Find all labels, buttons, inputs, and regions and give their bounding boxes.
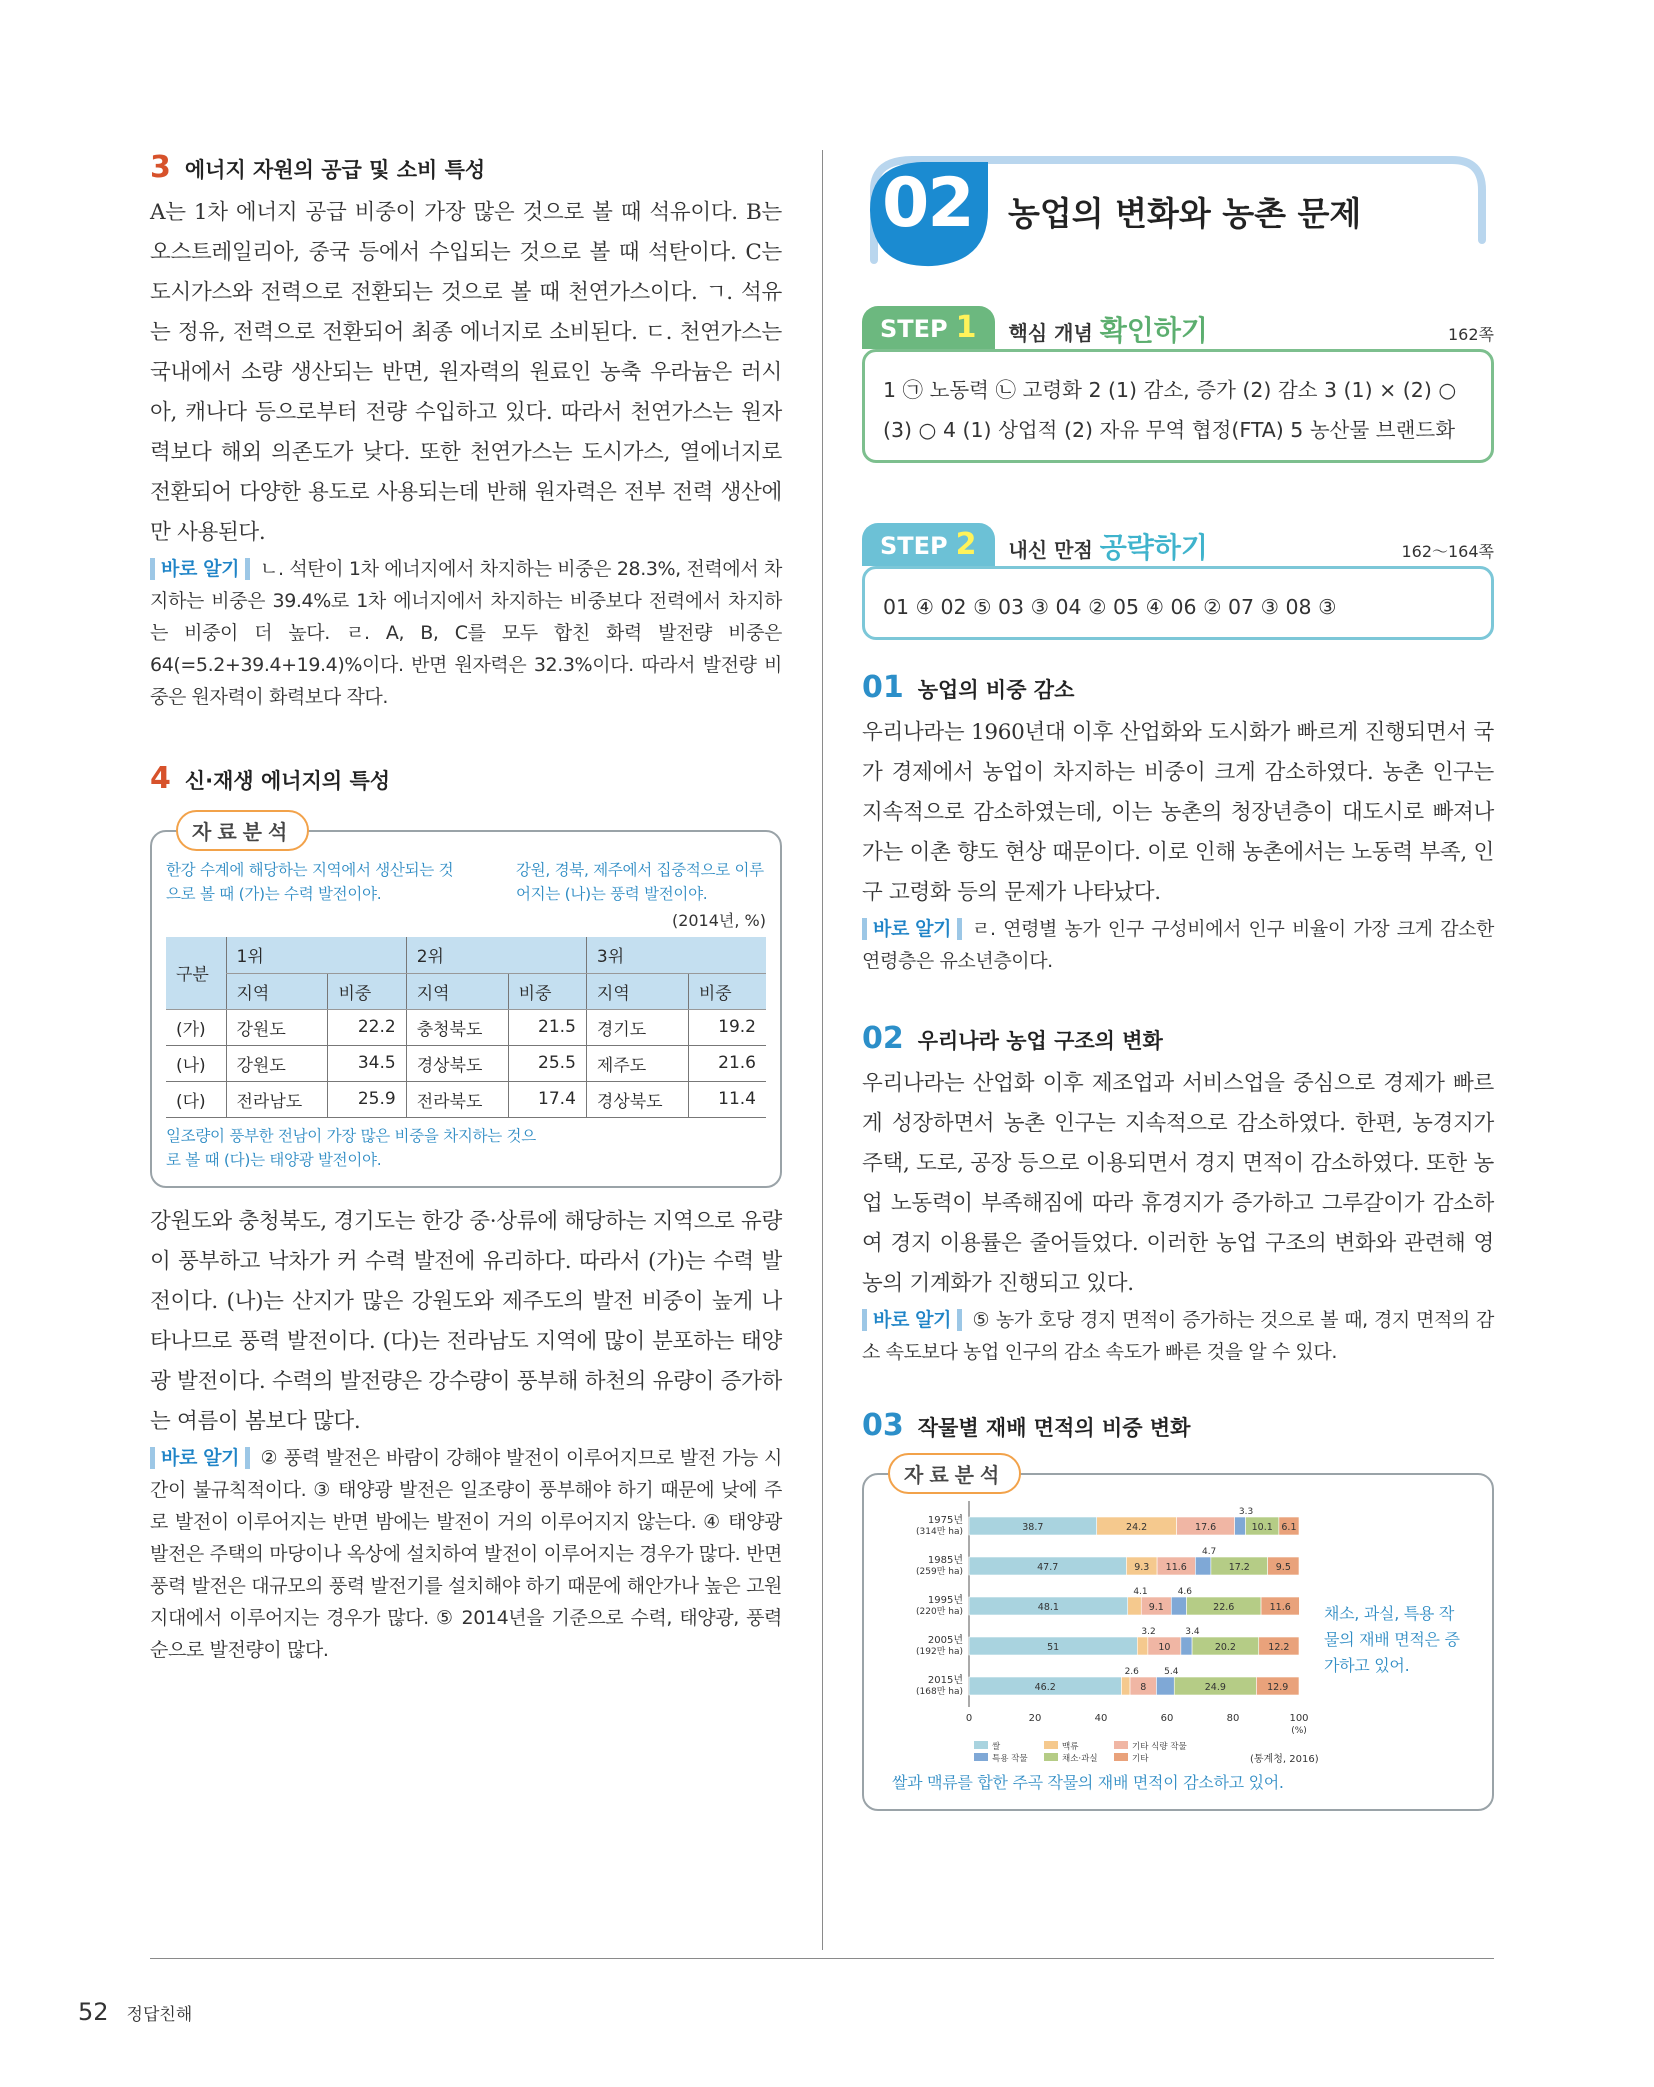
cell-region: 강원도 — [226, 1009, 328, 1045]
bar-value-label: 17.6 — [1195, 1522, 1217, 1533]
bar-value-label: 17.2 — [1228, 1562, 1250, 1573]
legend-label: 채소·과실 — [1062, 1754, 1098, 1764]
category-note: (168만 ha) — [916, 1687, 963, 1697]
category-label: 2015년 — [927, 1675, 963, 1686]
bar-value-label: 4.1 — [1133, 1587, 1148, 1597]
bar-value-label: 9.1 — [1148, 1602, 1164, 1613]
bar-value-label: 5.4 — [1164, 1667, 1179, 1677]
cell-region: 경기도 — [586, 1009, 688, 1045]
bar-value-label: 47.7 — [1037, 1562, 1059, 1573]
bar-value-label: 3.3 — [1238, 1507, 1254, 1517]
section-3-title: 에너지 자원의 공급 및 소비 특성 — [184, 158, 486, 182]
x-tick-label: 80 — [1226, 1713, 1240, 1724]
th-region: 지역 — [586, 973, 688, 1009]
legend-label: 특용 작물 — [992, 1754, 1028, 1764]
th-region: 지역 — [406, 973, 508, 1009]
section-3-tip — [150, 553, 782, 713]
q03-header — [862, 1408, 1494, 1443]
chart-source: (통계청, 2016) — [1250, 1754, 1319, 1765]
analysis-tag: 자료분석 — [176, 810, 309, 851]
row-label: (나) — [166, 1045, 226, 1081]
th-rank-2: 2위 — [406, 937, 586, 973]
cell-share: 34.5 — [328, 1045, 406, 1081]
bar-value-label: 3.4 — [1185, 1627, 1200, 1637]
bar-value-label: 9.5 — [1275, 1562, 1291, 1573]
step1-answer-box — [862, 349, 1494, 463]
footer-title: 정답친해 — [126, 2005, 193, 2025]
section-3-header — [150, 150, 782, 185]
q02-header — [862, 1021, 1494, 1056]
bar-value-label: 9.3 — [1134, 1562, 1150, 1573]
x-unit-label: (%) — [1291, 1726, 1307, 1736]
tip-badge: 바로 알기 — [150, 1447, 250, 1469]
cell-share: 25.9 — [328, 1081, 406, 1117]
step1-title-small: 핵심 개념 — [1008, 321, 1093, 345]
cell-region: 전라남도 — [226, 1081, 328, 1117]
bar-value-label: 3.2 — [1141, 1627, 1156, 1637]
table-row — [166, 1045, 766, 1081]
th-share: 비중 — [328, 973, 406, 1009]
bar-value-label: 2.6 — [1124, 1667, 1139, 1677]
bar-segment — [1181, 1637, 1192, 1655]
energy-table — [166, 937, 766, 1118]
th-region: 지역 — [226, 973, 328, 1009]
bar-value-label: 6.1 — [1281, 1522, 1297, 1533]
category-label: 2005년 — [927, 1635, 963, 1646]
q02-number: 02 — [862, 1021, 904, 1056]
row-label: (가) — [166, 1009, 226, 1045]
step2-title-small: 내신 만점 — [1008, 538, 1093, 562]
section-4-tip-text: ② 풍력 발전은 바람이 강해야 발전이 이루어지므로 발전 가능 시간이 불규칙적이다. ③ 태양광 발전은 일조량이 풍부해야 하기 때문에 낮에 주로 발전이 이루어지는 반면 밤에는 발전이 거의 이루어지지 않는다. ④ 태양광 발전은 주택의 마당이나 옥상에 설치하여 발전이 이루어지는 경우가 많다. 반면 풍력 발전은 대규모의 풍력 발전기를 설치해야 하기 때문에 해안가나 높은 고원 지대에서 이루어지는 경우가 많다. ⑤ 2014년을 기준으로 수력, 태양광, 풍력 순으로 발전량이 많다. — [150, 1446, 782, 1661]
section-3-tip-text: ㄴ. 석탄이 1차 에너지에서 차지하는 비중은 28.3%, 전력에서 차지하는 비중은 39.4%로 1차 에너지에서 차지하는 비중보다 전력에서 차지하는 비중이 더 높다. ㄹ. A, B, C를 모두 합친 화력 발전량 비중은 64(=5.2+39.4+19.4)%이다. 반면 원자력은 32.3%이다. 따라서 발전량 비중은 원자력이 화력보다 작다. — [150, 558, 782, 708]
legend-label: 쌀 — [992, 1742, 1001, 1752]
step1-header — [862, 306, 1494, 349]
legend-label: 기타 식량 작물 — [1132, 1742, 1187, 1752]
footer-rule — [150, 1958, 1494, 1959]
column-divider — [822, 150, 823, 1950]
cell-share: 21.6 — [688, 1045, 766, 1081]
bar-segment — [1128, 1597, 1142, 1615]
table-unit: (2014년, %) — [671, 911, 766, 930]
crop-analysis-box — [862, 1463, 1494, 1811]
note-vegetables: 채소, 과실, 특용 작물의 재배 면적은 증가하고 있어. — [1324, 1604, 1460, 1675]
bar-value-label: 4.6 — [1177, 1587, 1193, 1597]
section-4-number: 4 — [150, 761, 171, 796]
table-row — [166, 1081, 766, 1117]
q02-tip — [862, 1304, 1494, 1368]
bar-segment — [1171, 1597, 1186, 1615]
tip-badge: 바로 알기 — [862, 918, 962, 940]
th-share: 비중 — [688, 973, 766, 1009]
category-note: (220만 ha) — [916, 1607, 963, 1617]
step2-header — [862, 523, 1494, 566]
legend-swatch — [1114, 1753, 1128, 1761]
category-label: 1995년 — [927, 1595, 963, 1606]
step2-badge — [862, 523, 995, 566]
step1-title — [1009, 309, 1208, 349]
bar-value-label: 4.7 — [1201, 1547, 1217, 1557]
step2-label: STEP — [880, 532, 948, 560]
legend-swatch — [974, 1741, 988, 1749]
note-wind: 강원, 경북, 제주에서 집중적으로 이루어지는 (나)는 풍력 발전이야. — [516, 861, 764, 903]
legend-swatch — [1114, 1741, 1128, 1749]
bar-value-label: 10.1 — [1251, 1522, 1273, 1533]
row-label: (다) — [166, 1081, 226, 1117]
step2-title-big: 공략하기 — [1099, 531, 1208, 564]
x-tick-label: 60 — [1160, 1713, 1174, 1724]
category-note: (192만 ha) — [916, 1647, 963, 1657]
note-staple-crops: 쌀과 맥류를 합한 주곡 작물의 재배 면적이 감소하고 있어. — [892, 1773, 1284, 1792]
th-rank-1: 1위 — [226, 937, 406, 973]
cell-share: 19.2 — [688, 1009, 766, 1045]
bar-value-label: 48.1 — [1037, 1602, 1059, 1613]
bar-value-label: 12.9 — [1267, 1682, 1289, 1693]
step1-title-big: 확인하기 — [1099, 314, 1208, 347]
cell-region: 경상북도 — [586, 1081, 688, 1117]
step2-answer-box — [862, 566, 1494, 640]
bar-value-label: 24.9 — [1204, 1682, 1226, 1693]
q03-number: 03 — [862, 1408, 904, 1443]
x-tick-label: 20 — [1028, 1713, 1042, 1724]
cell-region: 전라북도 — [406, 1081, 508, 1117]
x-tick-label: 40 — [1094, 1713, 1108, 1724]
bar-segment — [1121, 1677, 1130, 1695]
tip-badge: 바로 알기 — [862, 1309, 962, 1331]
bar-segment — [1137, 1637, 1148, 1655]
bar-value-label: 38.7 — [1022, 1522, 1044, 1533]
bar-segment — [1156, 1677, 1174, 1695]
tip-badge: 바로 알기 — [150, 558, 250, 580]
legend-swatch — [1044, 1741, 1058, 1749]
step2-page-ref: 162～164쪽 — [1401, 542, 1494, 561]
bar-value-label: 51 — [1047, 1642, 1060, 1653]
step1-answers: 1 ㉠ 노동력 ㉡ 고령화 2 (1) 감소, 증가 (2) 감소 3 (1) × (2) ○ (3) ○ 4 (1) 상업적 (2) 자유 무역 협정(FTA) 5 농산물 브랜드화 — [883, 378, 1457, 442]
step1-page-ref: 162쪽 — [1448, 325, 1494, 344]
bar-value-label: 11.6 — [1165, 1562, 1187, 1573]
page-footer — [78, 1998, 192, 2026]
step1-number: 1 — [955, 310, 977, 345]
right-column — [862, 306, 1494, 1811]
bar-value-label: 8 — [1140, 1682, 1147, 1693]
cell-region: 충청북도 — [406, 1009, 508, 1045]
category-note: (314만 ha) — [916, 1527, 963, 1537]
bar-value-label: 46.2 — [1034, 1682, 1056, 1693]
legend-swatch — [974, 1753, 988, 1761]
th-group: 구분 — [166, 937, 226, 1009]
q02-tip-text: ⑤ 농가 호당 경지 면적이 증가하는 것으로 볼 때, 경지 면적의 감소 속도보다 농업 인구의 감소 속도가 빠른 것을 알 수 있다. — [862, 1309, 1494, 1363]
section-4-tip — [150, 1442, 782, 1666]
q03-title: 작물별 재배 면적의 비중 변화 — [917, 1416, 1191, 1440]
th-rank-3: 3위 — [586, 937, 766, 973]
step2-title — [1009, 526, 1208, 566]
q02-body: 우리나라는 산업화 이후 제조업과 서비스업을 중심으로 경제가 빠르게 성장하면서 농촌 인구는 지속적으로 감소하였다. 한편, 농경지가 주택, 도로, 공장 등으로 이용되면서 경지 면적이 감소하였다. 또한 농업 노동력이 부족해짐에 따라 휴경지가 증가하고 그루갈이가 감소하여 경지 이용률은 줄어들었다. 이러한 농업 구조의 변화와 관련해 영농의 기계화가 진행되고 있다. — [862, 1071, 1494, 1296]
bar-value-label: 10 — [1158, 1642, 1171, 1653]
bar-value-label: 24.2 — [1126, 1522, 1148, 1533]
cell-share: 11.4 — [688, 1081, 766, 1117]
step1-label: STEP — [880, 315, 948, 343]
q01-tip-text: ㄹ. 연령별 농가 인구 구성비에서 인구 비율이 가장 크게 감소한 연령층은 유소년층이다. — [862, 918, 1494, 972]
q01-title: 농업의 비중 감소 — [917, 678, 1075, 702]
bar-value-label: 22.6 — [1213, 1602, 1235, 1613]
step1-badge — [862, 306, 995, 349]
category-label: 1975년 — [927, 1515, 963, 1526]
bar-value-label: 20.2 — [1214, 1642, 1236, 1653]
energy-analysis-box — [150, 820, 782, 1188]
x-tick-label: 0 — [965, 1713, 973, 1724]
cell-share: 25.5 — [508, 1045, 586, 1081]
note-hydro: 한강 수계에 해당하는 지역에서 생산되는 것으로 볼 때 (가)는 수력 발전이야. — [166, 861, 454, 903]
category-label: 1985년 — [927, 1555, 963, 1566]
bar-value-label: 11.6 — [1269, 1602, 1291, 1613]
q01-tip — [862, 913, 1494, 977]
section-4-header — [150, 761, 782, 796]
page-number: 52 — [78, 1998, 109, 2026]
cell-share: 17.4 — [508, 1081, 586, 1117]
cell-share: 22.2 — [328, 1009, 406, 1045]
cell-region: 강원도 — [226, 1045, 328, 1081]
legend-label: 기타 — [1132, 1754, 1149, 1764]
bar-segment — [1195, 1557, 1211, 1575]
note-solar: 일조량이 풍부한 전남이 가장 많은 비중을 차지하는 것으로 볼 때 (다)는 태양광 발전이야. — [166, 1126, 536, 1169]
bar-segment — [1235, 1517, 1246, 1535]
q02-title: 우리나라 농업 구조의 변화 — [917, 1029, 1163, 1053]
table-row — [166, 1009, 766, 1045]
x-tick-label: 100 — [1289, 1713, 1309, 1724]
section-3-number: 3 — [150, 150, 171, 185]
cell-region: 제주도 — [586, 1045, 688, 1081]
section-3-body: A는 1차 에너지 공급 비중이 가장 많은 것으로 볼 때 석유이다. B는 오스트레일리아, 중국 등에서 수입되는 것으로 볼 때 석탄이다. C는 도시가스와 전력으로 전환되는 것으로 볼 때 천연가스이다. ㄱ. 석유는 정유, 전력으로 전환되어 최종 에너지로 소비된다. ㄷ. 천연가스는 국내에서 소량 생산되는 반면, 원자력의 원료인 농축 우라늄은 러시아, 캐나다 등으로부터 전량 수입하고 있다. 따라서 천연가스는 원자력보다 해외 의존도가 낮다. 또한 천연가스는 도시가스, 열에너지로 전환되어 다양한 용도로 사용되는데 반해 원자력은 전부 전력 생산에만 사용된다. — [150, 200, 782, 545]
left-column — [150, 150, 782, 1666]
unit-header — [862, 150, 1494, 270]
legend-swatch — [1044, 1753, 1058, 1761]
q01-number: 01 — [862, 670, 904, 705]
legend-label: 맥류 — [1062, 1742, 1079, 1752]
unit-title: 농업의 변화와 농촌 문제 — [1008, 194, 1362, 233]
step2-answers: 01 ④ 02 ⑤ 03 ③ 04 ② 05 ④ 06 ② 07 ③ 08 ③ — [883, 595, 1337, 619]
q01-header — [862, 670, 1494, 705]
bar-value-label: 12.2 — [1268, 1642, 1290, 1653]
q01-body: 우리나라는 1960년대 이후 산업화와 도시화가 빠르게 진행되면서 국가 경제에서 농업이 차지하는 비중이 크게 감소하였다. 농촌 인구는 지속적으로 감소하였는데, 이는 농촌의 청장년층이 대도시로 빠져나가는 이촌 향도 현상 때문이다. 이로 인해 농촌에서는 노동력 부족, 인구 고령화 등의 문제가 나타났다. — [862, 720, 1494, 905]
section-4-body: 강원도와 충청북도, 경기도는 한강 중·상류에 해당하는 지역으로 유량이 풍부하고 낙차가 커 수력 발전에 유리하다. 따라서 (가)는 수력 발전이다. (나)는 산지가 많은 강원도와 제주도의 발전 비중이 높게 나타나므로 풍력 발전이다. (다)는 전라남도 지역에 많이 분포하는 태양광 발전이다. 수력의 발전량은 강수량이 풍부해 하천의 유량이 증가하는 여름이 봄보다 많다. — [150, 1208, 782, 1434]
category-note: (259만 ha) — [916, 1567, 963, 1577]
analysis-tag: 자료분석 — [888, 1453, 1021, 1494]
step2-number: 2 — [955, 527, 977, 562]
unit-number: 02 — [882, 164, 973, 243]
cell-region: 경상북도 — [406, 1045, 508, 1081]
section-4-title: 신·재생 에너지의 특성 — [184, 769, 391, 793]
th-share: 비중 — [508, 973, 586, 1009]
cell-share: 21.5 — [508, 1009, 586, 1045]
